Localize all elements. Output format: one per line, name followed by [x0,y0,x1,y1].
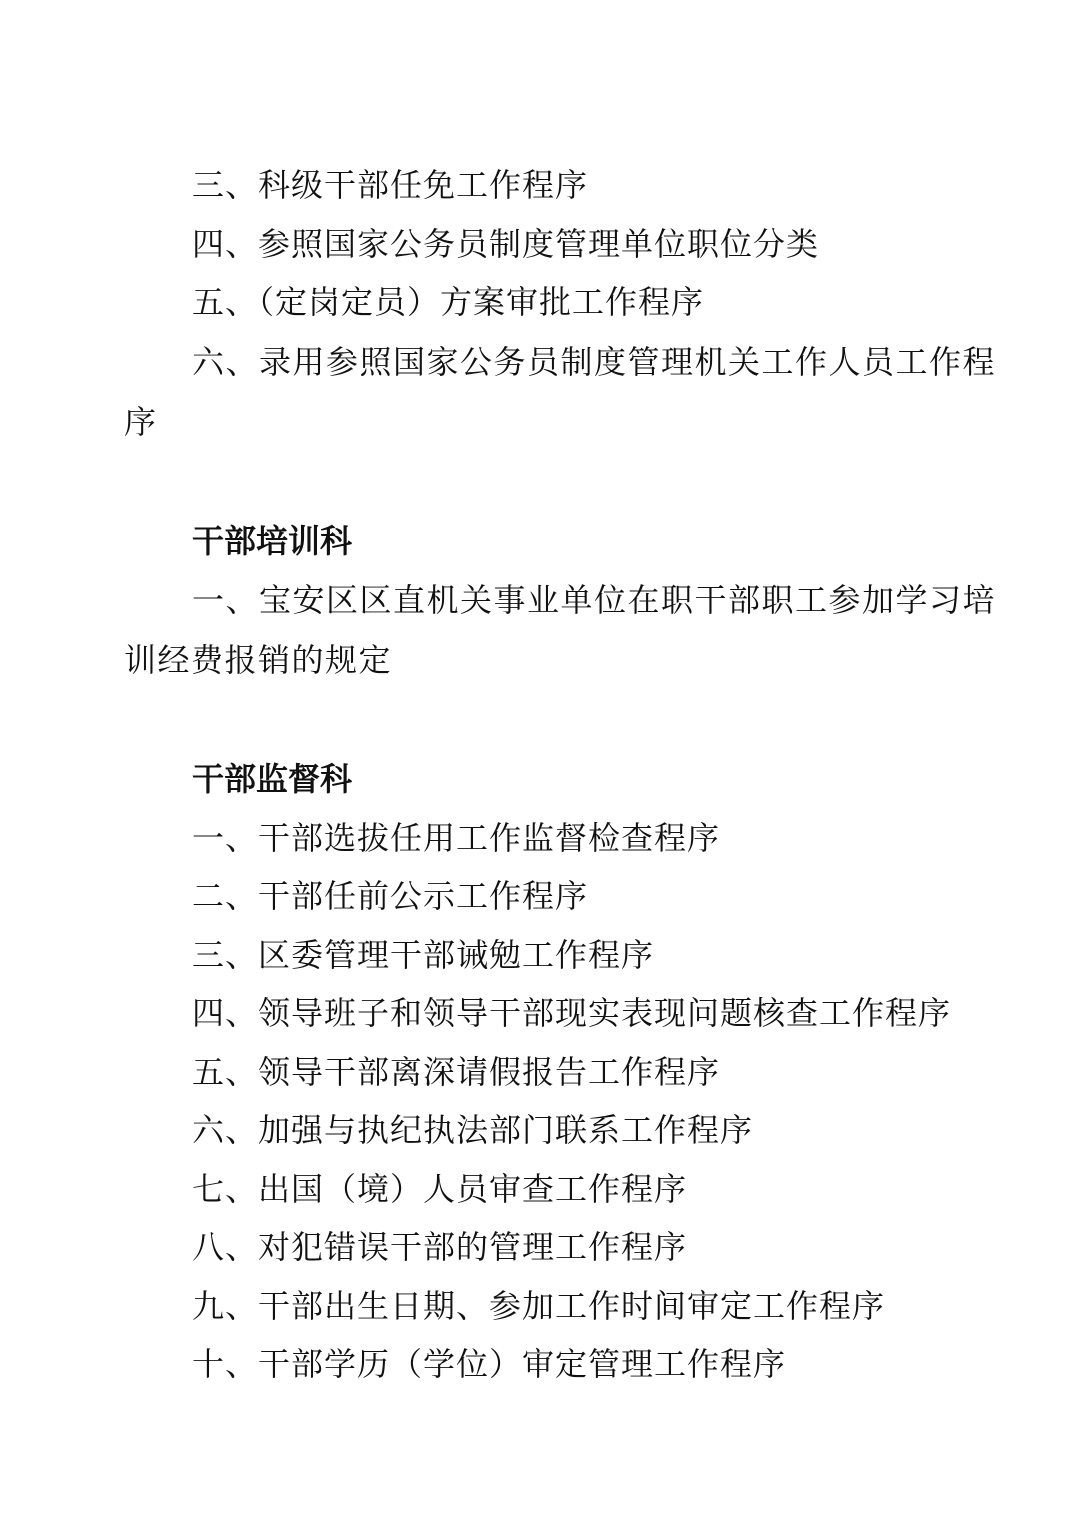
list-item: 三、区委管理干部诫勉工作程序 [192,935,655,974]
list-item: 七、出国（境）人员审查工作程序 [192,1169,688,1208]
list-item-wrapped: 一、宝安区区直机关事业单位在职干部职工参加学习培训经费报销的规定 [124,581,997,679]
list-item: 三、科级干部任免工作程序 [192,166,589,204]
list-item: 八、对犯错误干部的管理工作程序 [192,1228,688,1266]
list-item: 九、干部出生日期、参加工作时间审定工作程序 [192,1286,886,1325]
document-content [124,156,1004,1394]
list-item: 二、干部任前公示工作程序 [192,877,589,915]
list-item: 六、加强与执纪执法部门联系工作程序 [192,1111,754,1149]
section-spacer [124,452,1004,512]
list-item: 一、干部选拔任用工作监督检查程序 [192,818,721,857]
list-item: 五、（定岗定员）方案审批工作程序 [192,283,705,321]
section-spacer [124,690,1004,750]
list-item: 四、领导班子和领导干部现实表现问题核查工作程序 [192,994,952,1032]
list-item: 十、干部学历（学位）审定管理工作程序 [192,1345,787,1383]
list-item: 五、领导干部离深请假报告工作程序 [192,1052,721,1091]
list-item: 四、参照国家公务员制度管理单位职位分类 [192,224,820,263]
section-heading-supervision: 干部监督科 [192,760,353,798]
list-item-wrapped: 六、录用参照国家公务员制度管理机关工作人员工作程序 [124,342,997,441]
section-heading-training: 干部培训科 [192,521,353,560]
